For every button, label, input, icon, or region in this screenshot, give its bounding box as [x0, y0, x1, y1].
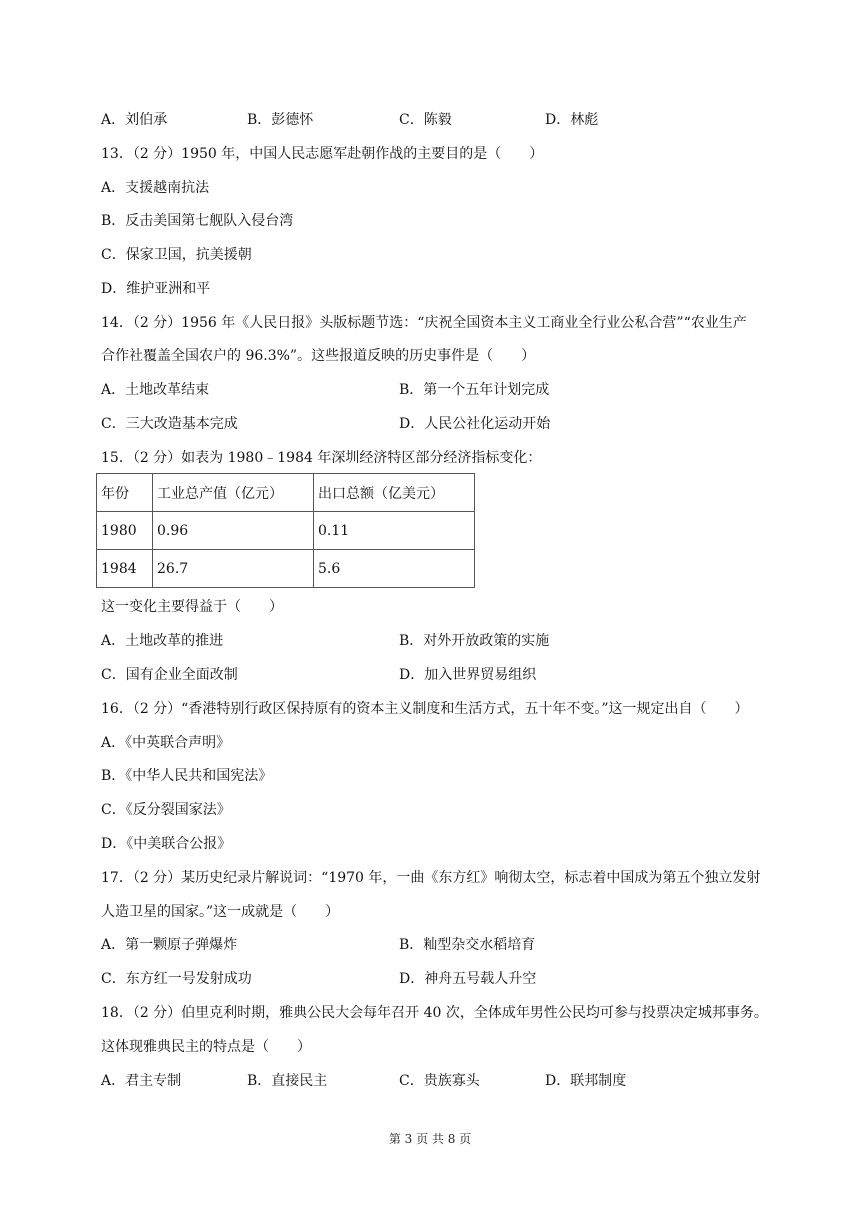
table-header-cell: 工业总产值（亿元）	[153, 474, 314, 512]
q15-option-a[interactable]: A．土地改革的推进	[101, 633, 224, 649]
q13-option-c[interactable]: C．保家卫国，抗美援朝	[101, 247, 252, 263]
q16-stem: 16．（2 分）“香港特别行政区保持原有的资本主义制度和生活方式，五十年不变。”这一规定出自（ ）	[101, 701, 749, 717]
q18-stem-line2: 这体现雅典民主的特点是（ ）	[101, 1039, 311, 1055]
q13-option-b[interactable]: B．反击美国第七舰队入侵台湾	[101, 213, 294, 229]
page-number-footer: 第 3 页 共 8 页	[388, 1132, 472, 1146]
q17-option-b[interactable]: B．籼型杂交水稻培育	[399, 937, 536, 953]
q17-stem-line1: 17．（2 分）某历史纪录片解说词：“1970 年，一曲《东方红》响彻太空，标志着中国成为第五个独立发射	[101, 870, 761, 886]
table-header-cell: 年份	[97, 474, 153, 512]
q14-option-a[interactable]: A．土地改革结束	[101, 382, 210, 398]
q16-option-d[interactable]: D．《中美联合公报》	[101, 836, 232, 852]
q14-option-b[interactable]: B．第一个五年计划完成	[399, 382, 550, 398]
q13-option-d[interactable]: D．维护亚洲和平	[101, 281, 211, 297]
q13-option-a[interactable]: A．支援越南抗法	[101, 180, 210, 196]
table-cell: 1980	[97, 512, 153, 550]
table-cell: 0.96	[153, 512, 314, 550]
q18-option-c[interactable]: C．贵族寡头	[399, 1073, 480, 1089]
q18-stem-line1: 18．（2 分）伯里克利时期，雅典公民大会每年召开 40 次，全体成年男性公民均可参与投票决定城邦事务。	[101, 1005, 768, 1021]
q12-option-c[interactable]: C．陈毅	[399, 112, 452, 128]
q12-option-d[interactable]: D．林彪	[545, 112, 599, 128]
q14-option-d[interactable]: D．人民公社化运动开始	[399, 416, 551, 432]
q18-option-d[interactable]: D．联邦制度	[545, 1073, 627, 1089]
q12-option-b[interactable]: B．彭德怀	[247, 112, 314, 128]
table-row	[97, 512, 475, 550]
q13-stem: 13．（2 分）1950 年，中国人民志愿军赴朝作战的主要目的是（ ）	[101, 146, 544, 162]
q17-stem-line2: 人造卫星的国家。”这一成就是（ ）	[101, 904, 340, 920]
table-cell: 0.11	[314, 512, 475, 550]
table-row	[97, 550, 475, 588]
q15-data-table	[96, 473, 475, 588]
q14-stem-line1: 14．（2 分）1956 年《人民日报》头版标题节选：“庆祝全国资本主义工商业全行业公私合营”“农业生产	[101, 315, 747, 331]
q18-option-b[interactable]: B．直接民主	[247, 1073, 328, 1089]
q16-option-c[interactable]: C．《反分裂国家法》	[101, 802, 231, 818]
q15-option-d[interactable]: D．加入世界贸易组织	[399, 667, 537, 683]
table-header-cell: 出口总额（亿美元）	[314, 474, 475, 512]
table-cell: 1984	[97, 550, 153, 588]
q14-option-c[interactable]: C．三大改造基本完成	[101, 416, 238, 432]
q18-option-a[interactable]: A．君主专制	[101, 1073, 182, 1089]
q17-option-a[interactable]: A．第一颗原子弹爆炸	[101, 937, 238, 953]
q14-stem-line2: 合作社覆盖全国农户的 96.3%”。这些报道反映的历史事件是（ ）	[101, 348, 536, 364]
q17-option-d[interactable]: D．神舟五号载人升空	[399, 971, 537, 987]
q15-stem: 15．（2 分）如表为 1980﹣1984 年深圳经济特区部分经济指标变化：	[101, 450, 542, 466]
q15-followup: 这一变化主要得益于（ ）	[101, 599, 283, 615]
table-header-row	[97, 474, 475, 512]
table-cell: 5.6	[314, 550, 475, 588]
q16-option-a[interactable]: A．《中英联合声明》	[101, 735, 231, 751]
q12-option-a[interactable]: A．刘伯承	[101, 112, 168, 128]
q15-option-c[interactable]: C．国有企业全面改制	[101, 667, 238, 683]
q15-option-b[interactable]: B．对外开放政策的实施	[399, 633, 550, 649]
q16-option-b[interactable]: B．《中华人民共和国宪法》	[101, 768, 273, 784]
table-cell: 26.7	[153, 550, 314, 588]
q17-option-c[interactable]: C．东方红一号发射成功	[101, 971, 252, 987]
